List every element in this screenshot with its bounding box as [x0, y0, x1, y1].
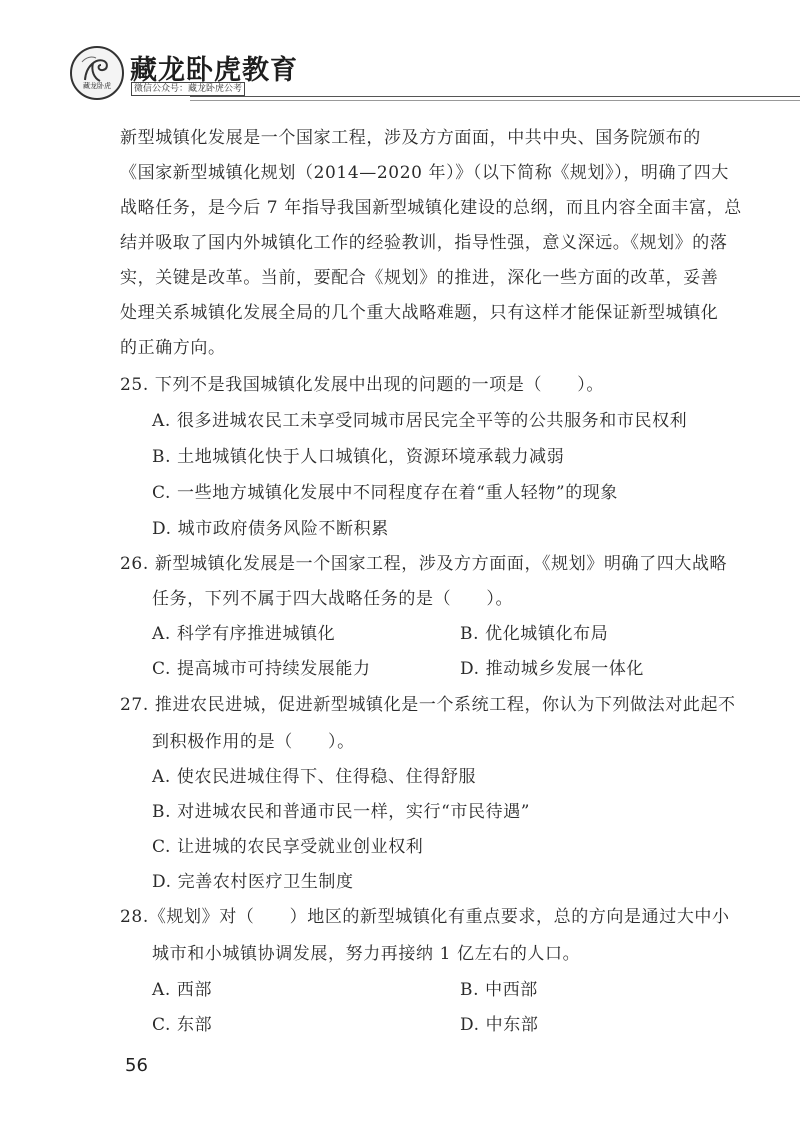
option-25-a: A. 很多进城农民工未享受同城市居民完全平等的公共服务和市民权利	[152, 411, 688, 431]
header-rule	[190, 96, 800, 97]
passage-line: 实，关键是改革。当前，要配合《规划》的推进，深化一些方面的改革，妥善	[120, 268, 719, 288]
option-26-c: C. 提高城市可持续发展能力	[152, 659, 371, 679]
page-header	[70, 44, 800, 104]
question-stem-26: 26. 新型城镇化发展是一个国家工程，涉及方方面面，《规划》明确了四大战略	[120, 554, 728, 574]
option-28-d: D. 中东部	[460, 1015, 539, 1035]
option-26-b: B. 优化城镇化布局	[460, 624, 609, 644]
option-27-c: C. 让进城的农民享受就业创业权利	[152, 837, 424, 857]
option-25-c: C. 一些地方城镇化发展中不同程度存在着“重人轻物”的现象	[152, 483, 618, 503]
passage-line: 新型城镇化发展是一个国家工程，涉及方方面面，中共中央、国务院颁布的	[120, 128, 701, 148]
question-stem-25: 25. 下列不是我国城镇化发展中出现的问题的一项是（ ）。	[120, 375, 604, 395]
option-27-d: D. 完善农村医疗卫生制度	[152, 872, 354, 892]
brand-subtitle: 微信公众号：藏龙卧虎公考	[131, 82, 245, 96]
question-stem-27: 27. 推进农民进城，促进新型城镇化是一个系统工程，你认为下列做法对此起不	[120, 695, 736, 715]
option-28-b: B. 中西部	[460, 980, 538, 1000]
option-28-a: A. 西部	[152, 980, 213, 1000]
option-26-d: D. 推动城乡发展一体化	[460, 659, 645, 679]
brand-name: 藏龙卧虎教育	[130, 55, 298, 86]
passage-line: 《国家新型城镇化规划（2014—2020 年）》（以下简称《规划》），明确了四大	[120, 163, 729, 183]
passage-line: 战略任务，是今后 7 年指导我国新型城镇化建设的总纲，而且内容全面丰富，总	[120, 198, 742, 218]
option-28-c: C. 东部	[152, 1015, 213, 1035]
page-number: 56	[125, 1055, 148, 1076]
passage-line: 处理关系城镇化发展全局的几个重大战略难题，只有这样才能保证新型城镇化	[120, 303, 719, 323]
option-25-b: B. 土地城镇化快于人口城镇化，资源环境承载力减弱	[152, 447, 565, 467]
question-stem-28: 28.《规划》对（ ）地区的新型城镇化有重点要求，总的方向是通过大中小	[120, 907, 730, 927]
header-rule-thin	[190, 100, 800, 101]
question-stem-27-cont: 到积极作用的是（ ）。	[152, 732, 355, 752]
passage-line: 的正确方向。	[120, 338, 226, 358]
question-stem-26-cont: 任务，下列不属于四大战略任务的是（ ）。	[152, 589, 514, 609]
option-26-a: A. 科学有序推进城镇化	[152, 624, 336, 644]
passage-line: 结并吸取了国内外城镇化工作的经验教训，指导性强，意义深远。《规划》的落	[120, 233, 728, 253]
logo-caption: 藏龙卧虎	[83, 82, 111, 90]
question-stem-28-cont: 城市和小城镇协调发展，努力再接纳 1 亿左右的人口。	[152, 944, 581, 964]
option-27-b: B. 对进城农民和普通市民一样，实行“市民待遇”	[152, 802, 531, 822]
option-27-a: A. 使农民进城住得下、住得稳、住得舒服	[152, 767, 477, 787]
brand-logo	[70, 46, 124, 100]
option-25-d: D. 城市政府债务风险不断积累	[152, 519, 389, 539]
